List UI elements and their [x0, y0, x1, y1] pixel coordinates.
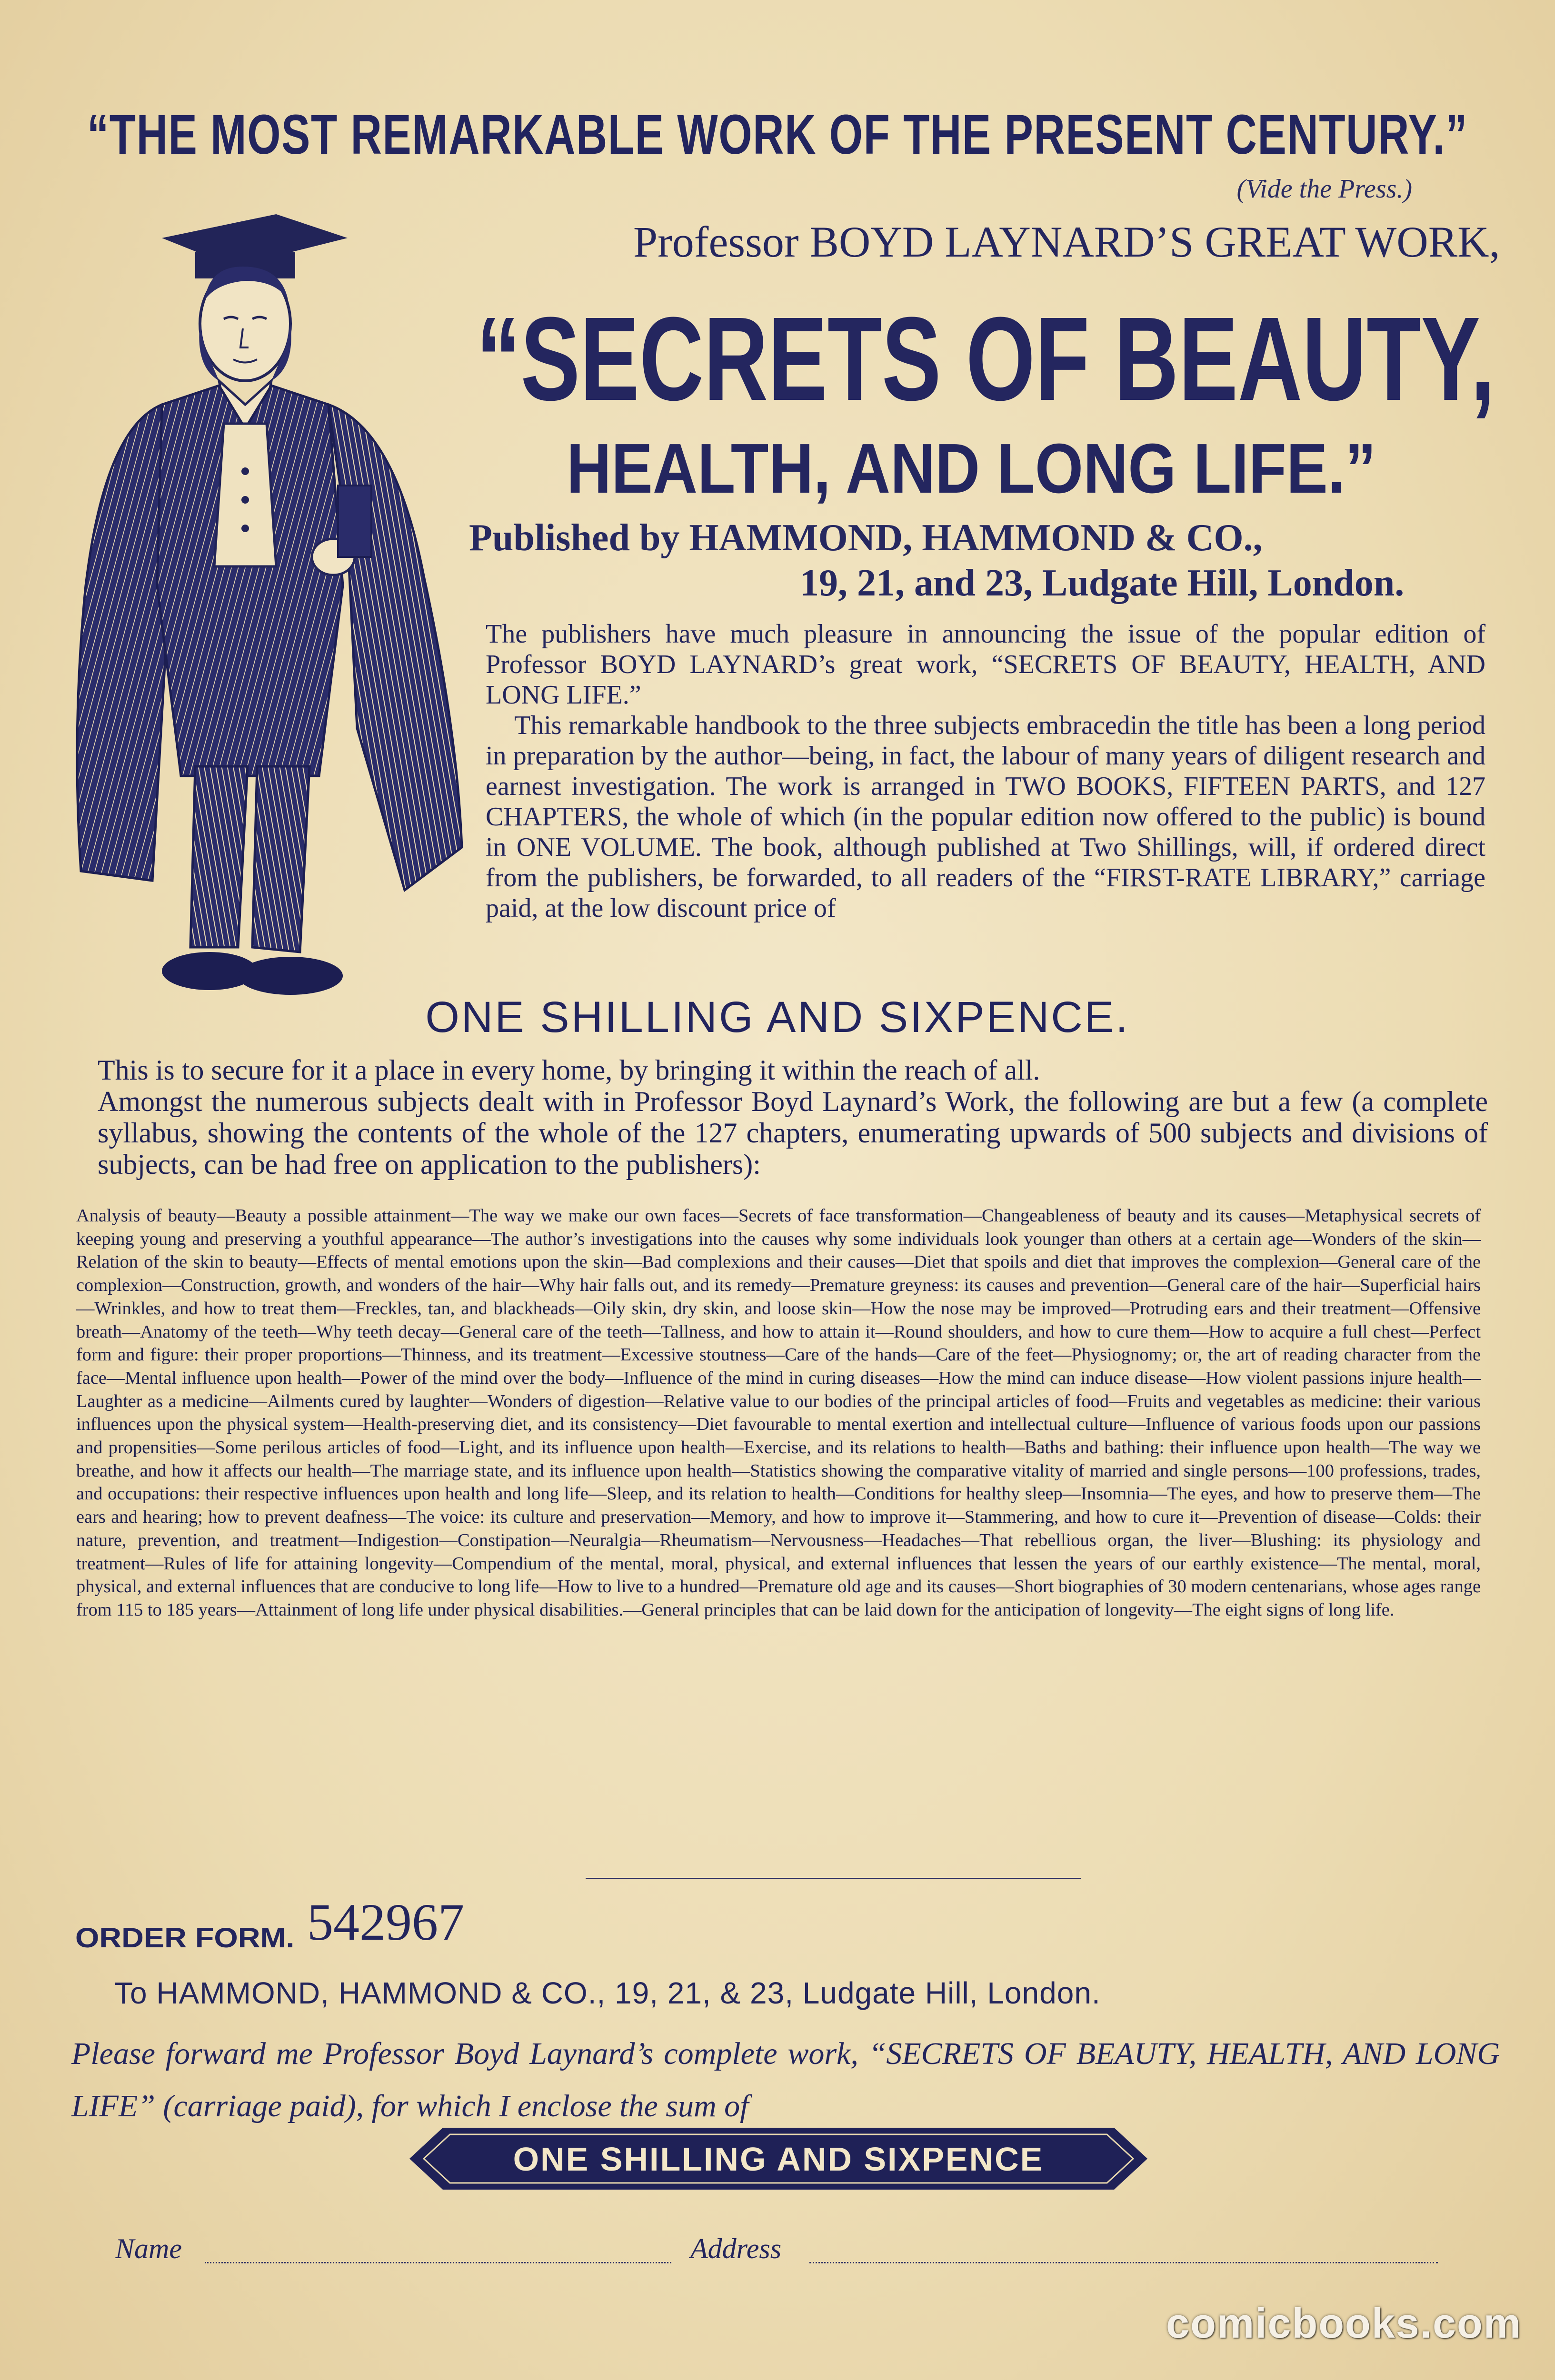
vide-the-press: (Vide the Press.)	[1236, 174, 1412, 204]
intro-paragraph-2: This remarkable handbook to the three subjects embracedin the title has been a long period in preparation by the author—being, in fact, the labour of many years of diligent research and earnest investigation. The work is arranged in TWO BOOKS, FIFTEEN PARTS, and 127 CHAPTERS, the whole of which (in the popular edition now offered to the public) is bound in ONE VOLUME. The book, although published at Two Shillings, will, if ordered direct from the publishers, be forwarded, to all readers of the “FIRST-RATE LIBRARY,” carriage paid, at the low discount price of	[486, 711, 1485, 923]
name-field[interactable]	[205, 2262, 671, 2263]
intro-paragraph-1: The publishers have much pleasure in announcing the issue of the popular edition of Professor BOYD LAYNARD’s great work, “SECRETS OF BEAUTY, HEALTH, AND LONG LIFE.”	[486, 619, 1485, 710]
syllabus: Analysis of beauty—Beauty a possible attainment—The way we make our own faces—Secrets of face transformation—Changeableness of beauty and its causes—Metaphysical secrets of keeping young and preserving a youthful appearance—The author’s investigations into the causes why some individuals look younger than others at a certain age—Wonders of the skin—Relation of the skin to beauty—Effects of mental emotions upon the skin—Bad complexions and their causes—Diet that spoils and diet that improves the complexion—General care of the complexion—Construction, growth, and wonders of the hair—Why hair falls out, and its remedy—Premature greyness: its causes and prevention—General care of the hair—Superficial hairs—Wrinkles, and how to treat them—Freckles, tan, and blackheads—Oily skin, dry skin, and loose skin—How the nose may be improved—Protruding ears and their treatment—Offensive breath—Anatomy of the teeth—Why teeth decay—General care of the teeth—Tallness, and how to attain it—Round shoulders, and how to cure them—How to acquire a full chest—Perfect form and figure: their proper proportions—Thinness, and its treatment—Excessive stoutness—Care of the hands—Care of the feet—Physiognomy; or, the art of reading character from the face—Mental influence upon health—Power of the mind over the body—Influence of the mind in curing diseases—How the mind can induce disease—How violent passions injure health—Laughter as a medicine—Ailments cured by laughter—Wonders of digestion—Relative value to our bodies of the principal articles of food—Fruits and vegetables as medicine: their various influences upon the physical system—Health-preserving diet, and its consistency—Diet favourable to mental exertion and intellectual culture—Influence of various foods upon our passions and propensities—Some perilous articles of food—Light, and its influence upon health—Exercise, and its relations to health—Baths and bathing: their influence upon health—The way we breathe, and how it affects our health—The marriage state, and its influence upon health—Statistics showing the comparative vitality of married and single persons—100 professions, trades, and occupations: their respective influences upon health and long life—Sleep, and its relation to health—Conditions for healthy sleep—Insomnia—The eyes, and how to preserve them—The ears and hearing; how to prevent deafness—The voice: its culture and preservation—Memory, and how to improve it—Stammering, and how to cure it—Prevention of disease—Colds: their nature, prevention, and treatment—Indigestion—Constipation—Neuralgia—Rheumatism—Nervousness—Headaches—That rebellious organ, the liver—Blushing: its physiology and treatment—Rules of life for attaining longevity—Compendium of the mental, moral, physical, and external influences that lessen the years of our earthly existence—The mental, moral, physical, and external influences that are conducive to long life—How to live to a hundred—Premature old age and its causes—Short biographies of 30 modern centenarians, whose ages range from 115 to 185 years—Attainment of long life under physical disabilities.—General principles that can be laid down for the anticipation of longevity—The eight signs of long life.	[76, 1206, 1481, 1620]
address-field[interactable]	[809, 2262, 1438, 2263]
publisher-line: Published by HAMMOND, HAMMOND & CO.,	[469, 517, 1263, 559]
publisher-address: 19, 21, and 23, Ludgate Hill, London.	[800, 562, 1405, 604]
secure-text	[98, 1054, 1488, 1180]
byline: Professor BOYD LAYNARD’S GREAT WORK,	[633, 218, 1500, 266]
secure-paragraph-1: This is to secure for it a place in every home, by bringing it within the reach of all.	[98, 1054, 1040, 1086]
intro-text	[486, 619, 1485, 923]
order-to-line: To HAMMOND, HAMMOND & CO., 19, 21, & 23, Ludgate Hill, London.	[114, 1976, 1101, 2010]
watermark: comicbooks.com	[1166, 2300, 1522, 2347]
divider	[586, 1878, 1081, 1879]
price-headline: ONE SHILLING AND SIXPENCE.	[425, 993, 1130, 1041]
professor-illustration	[52, 205, 471, 1047]
order-number: 542967	[307, 1893, 464, 1951]
book-title-line-2: HEALTH, AND LONG LIFE.”	[567, 429, 1376, 508]
headline: “THE MOST REMARKABLE WORK OF THE PRESENT CENTURY.”	[87, 103, 1468, 166]
price-banner-text: ONE SHILLING AND SIXPENCE	[513, 2141, 1044, 2178]
book-title-line-1: “SECRETS OF BEAUTY,	[476, 292, 1495, 425]
secure-paragraph-2: Amongst the numerous subjects dealt with in Professor Boyd Laynard’s Work, the following are but a few (a complete syllabus, showing the contents of the whole of the 127 chapters, enumerating upwards of 500 subjects and divisions of subjects, can be had free on application to the publishers):	[98, 1086, 1488, 1180]
address-field-label: Address	[690, 2233, 782, 2264]
order-request-text: Please forward me Professor Boyd Laynard’s complete work, “SECRETS OF BEAUTY, HEALTH, AND LONG LIFE” (carriage paid), for which I enclose the sum of	[71, 2036, 1500, 2123]
name-field-label: Name	[115, 2233, 182, 2264]
order-form-label: ORDER FORM.	[75, 1923, 295, 1954]
